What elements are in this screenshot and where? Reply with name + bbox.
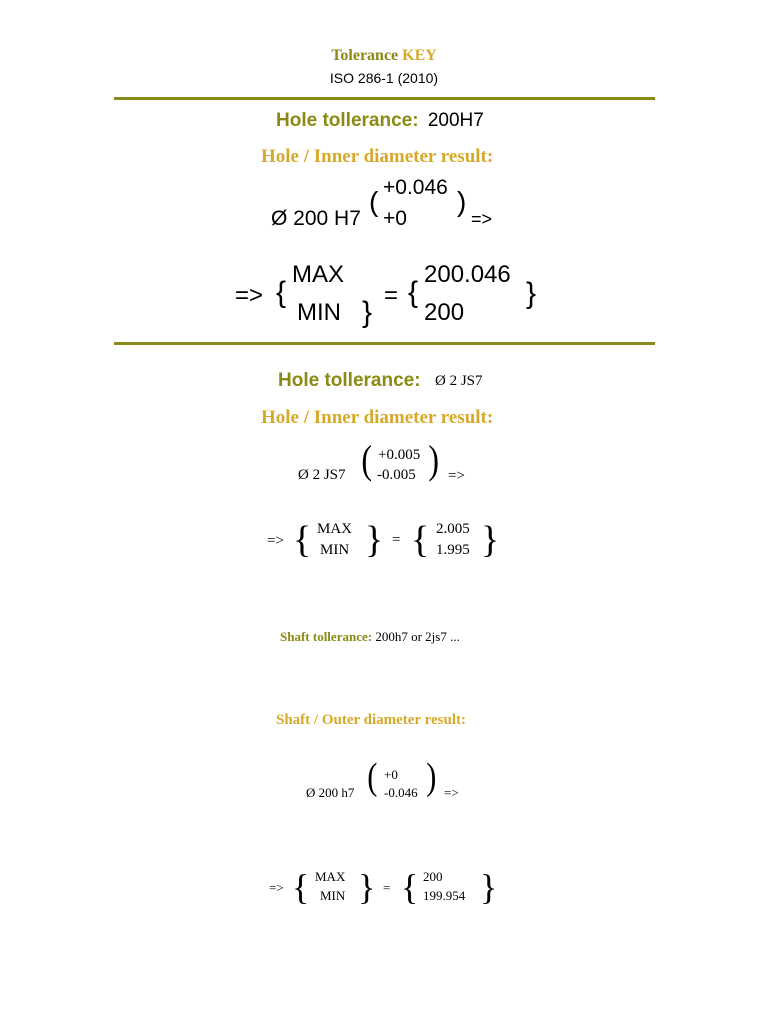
close-brace-1b: } [526,277,537,310]
upper-deviation-2: +0.005 [378,447,421,463]
hole-tolerance-label: Hole tollerance: [276,110,419,131]
min-label-2: MIN [320,542,350,558]
max-value-2: 2.005 [436,521,470,537]
result-heading-2: Hole / Inner diameter result: [261,407,494,428]
lead-arrow-1: => [235,282,264,309]
document-title [0,47,768,65]
equals-3: = [383,880,391,895]
arrow-1: => [471,209,493,229]
lower-deviation-2: -0.005 [377,467,416,483]
close-paren-2: ) [428,437,439,482]
close-brace-1: } [362,296,373,329]
max-label-3: MAX [315,869,346,884]
lower-deviation-3: -0.046 [384,785,418,800]
lead-arrow-3: => [269,880,284,895]
close-brace-3b: } [480,867,498,907]
arrow-2: => [448,468,465,484]
expr-prefix-3: Ø 200 h7 [306,785,355,800]
open-brace-1: { [276,276,287,309]
hole-tolerance-label-2: Hole tollerance: [278,370,421,391]
min-label-1: MIN [297,299,341,326]
arrow-3: => [444,785,459,800]
equals-2: = [392,532,401,548]
close-paren-3: ) [426,756,437,798]
equals-1: = [384,282,399,309]
expr-prefix-1: Ø 200 H7 [271,207,361,230]
close-brace-2: } [365,519,384,561]
shaft-tolerance-row [280,629,460,645]
open-brace-2b: { [411,519,430,561]
open-brace-1b: { [408,276,419,309]
open-brace-3b: { [401,867,419,907]
expr-prefix-2: Ø 2 JS7 [298,467,346,483]
divider-top [114,97,655,100]
close-paren-1: ) [457,186,467,217]
result-heading-3: Shaft / Outer diameter result: [276,712,466,728]
max-label-1: MAX [292,261,345,288]
divider-middle [114,342,655,345]
shaft-tolerance-value: 200h7 or 2js7 ... [375,629,460,644]
hole-tolerance-row-2 [278,370,421,392]
min-value-3: 199.954 [423,888,466,903]
max-value-3: 200 [423,869,443,884]
title-word-key: KEY [402,47,437,64]
min-value-2: 1.995 [436,542,470,558]
lead-arrow-2: => [267,533,284,549]
upper-deviation-1: +0.046 [383,176,448,199]
hole-tolerance-value: 200H7 [427,110,484,131]
min-value-1: 200 [424,299,465,326]
max-value-1: 200.046 [424,261,511,288]
document-subtitle: ISO 286-1 (2010) [329,70,439,86]
open-brace-2: { [293,519,312,561]
open-paren-1: ( [369,186,379,217]
open-paren-3: ( [367,756,378,798]
title-word-tolerance: Tolerance [331,47,399,64]
close-brace-2b: } [481,519,500,561]
open-brace-3: { [292,867,310,907]
close-brace-3: } [358,867,376,907]
lower-deviation-1: +0 [383,207,407,230]
open-paren-2: ( [361,437,372,482]
min-label-3: MIN [320,888,346,903]
shaft-tolerance-label: Shaft tollerance: [280,629,373,644]
upper-deviation-3: +0 [384,767,398,782]
result-heading-1: Hole / Inner diameter result: [261,146,494,167]
hole-tolerance-row-1 [276,110,484,132]
max-label-2: MAX [317,521,353,537]
hole-tolerance-value-2: Ø 2 JS7 [435,373,483,389]
